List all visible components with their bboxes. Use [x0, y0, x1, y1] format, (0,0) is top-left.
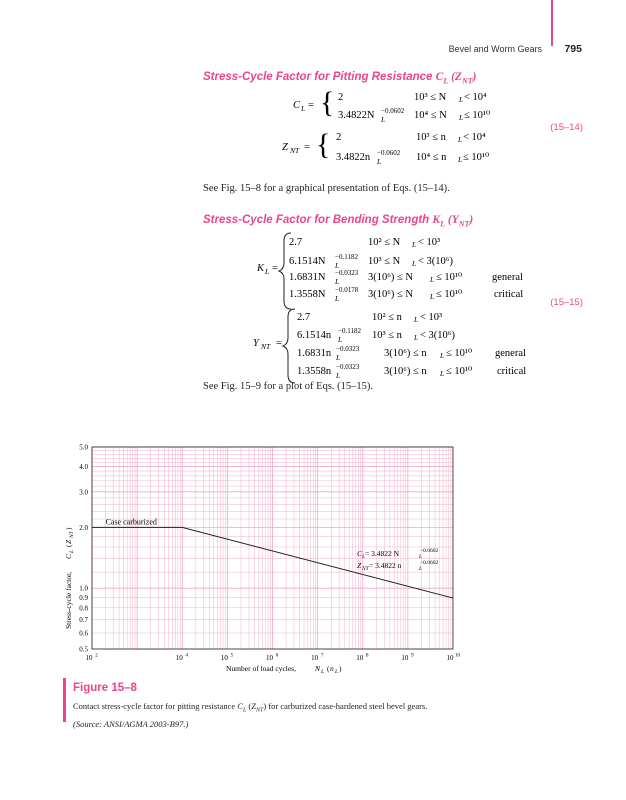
kl-case-3-tag: general [492, 272, 523, 283]
znt-case-1-range: 10³ ≤ n [416, 132, 446, 143]
eq-ref-15-14: (15–14) [550, 122, 583, 133]
page-number: 795 [564, 43, 582, 55]
y-tick-label: 2.0 [79, 523, 88, 532]
y-tick-label: 5.0 [79, 443, 88, 452]
svg-text:Number of load cycles,: Number of load cycles, [226, 664, 296, 673]
kl-lhs: K [257, 263, 265, 274]
znt-case-1-coef: 2 [336, 132, 342, 143]
ynt-case-3-coef: 1.6831n [297, 348, 332, 359]
cl-case-1-coef: 2 [338, 92, 344, 103]
svg-text:L: L [419, 566, 423, 572]
svg-text:=: = [276, 338, 282, 349]
note-fig-15-9: See Fig. 15–9 for a plot of Eqs. (15–15). [203, 381, 374, 392]
ynt-lhs-sub: NT [261, 342, 271, 351]
cl-case-2-range-end: ≤ 10¹⁰ [464, 110, 491, 121]
svg-text:L: L [362, 554, 366, 560]
figure-source: (Source: ANSI/AGMA 2003-B97.) [73, 718, 189, 729]
y-tick-label: 4.0 [79, 463, 88, 472]
svg-text:L: L [321, 669, 325, 675]
svg-text:=: = [272, 263, 278, 274]
svg-text:NT: NT [69, 531, 75, 538]
svg-text:): ) [64, 527, 73, 530]
ynt-case-4-range-end: ≤ 10¹⁰ [446, 366, 473, 377]
svg-text:(: ( [64, 544, 73, 547]
svg-text:L: L [412, 240, 417, 249]
svg-text:L: L [335, 277, 340, 286]
figure-number: Figure 15–8 [73, 682, 137, 694]
znt-lhs-sub: NT [290, 146, 300, 155]
ynt-case-3-range: 3(10⁶) ≤ n [384, 348, 427, 359]
section-title-bending: Stress-Cycle Factor for Bending Strength $K_L$ $(Y_{NT})$ [203, 214, 474, 229]
svg-text:L: L [414, 333, 419, 342]
svg-text:n: n [330, 664, 334, 673]
x-axis-label [226, 664, 342, 675]
ynt-case-2-coef: 6.1514n [297, 330, 332, 341]
znt-case-1-range-end: < 10⁴ [463, 132, 486, 143]
annotation-case-carburized: Case carburized [105, 517, 157, 527]
kl-case-1-coef: 2.7 [289, 237, 303, 248]
x-tick-exp: 5 [230, 653, 234, 659]
x-tick-exp: 2 [95, 653, 98, 659]
znt-case-2-exp: −0.0602 [377, 149, 401, 157]
kl-case-4-range-end: ≤ 10¹⁰ [436, 289, 463, 300]
section-title-pitting: Stress-Cycle Factor for Pitting Resistance $C_L$ $(Z_{NT})$ [203, 71, 477, 86]
x-tick-exp: 6 [275, 653, 279, 659]
ynt-case-3-range-end: ≤ 10¹⁰ [446, 348, 473, 359]
y-axis-label [64, 527, 75, 629]
x-tick-label [401, 654, 414, 663]
chart-grid [92, 447, 453, 649]
figure-caption: Contact stress-cycle factor for pitting resistance $C_L$ $(Z_{NT})$ for carburized case-hardened steel bevel gears. (Source: ANSI/AGMA 2003-B97.) [73, 701, 428, 729]
svg-text:L: L [338, 335, 343, 344]
znt-case-2-coef: 3.4822n [336, 152, 371, 163]
svg-text:L: L [381, 115, 386, 124]
cl-case-2-range: 10⁴ ≤ N [414, 110, 447, 121]
x-tick-exp: 8 [366, 653, 369, 659]
kl-case-4-tag: critical [494, 289, 524, 300]
svg-text:L: L [336, 371, 341, 380]
y-tick-label: 0.6 [79, 629, 88, 638]
ynt-case-4-tag: critical [497, 366, 527, 377]
znt-case-2-range: 10⁴ ≤ n [416, 152, 447, 163]
ynt-case-1-coef: 2.7 [297, 312, 311, 323]
equation-15-15 [0, 225, 626, 385]
ynt-case-4-coef: 1.3558n [297, 366, 332, 377]
x-tick-label [266, 654, 279, 663]
kl-case-2-range-end: < 3(10⁶) [418, 256, 453, 267]
y-tick-label: 0.9 [79, 593, 88, 602]
svg-text:L: L [69, 549, 75, 553]
kl-case-2-exp: −0.1182 [335, 253, 358, 261]
x-tick-label [311, 654, 324, 663]
x-tick-base: 10 [446, 654, 454, 662]
x-tick-base: 10 [175, 654, 183, 662]
kl-case-4-range: 3(10⁶) ≤ N [368, 289, 413, 300]
x-tick-label [86, 654, 99, 663]
x-tick-base: 10 [401, 654, 409, 662]
eq-ref-15-15: (15–15) [550, 297, 583, 308]
ynt-case-2-range-end: < 3(10⁶) [420, 330, 455, 341]
svg-text:L: L [419, 554, 423, 560]
ynt-case-1-range-end: < 10³ [420, 312, 443, 323]
svg-text:): ) [339, 664, 342, 673]
kl-case-3-range-end: ≤ 10¹⁰ [436, 272, 463, 283]
x-tick-base: 10 [311, 654, 319, 662]
x-tick-base: 10 [356, 654, 364, 662]
x-tick-exp: 9 [411, 653, 414, 659]
cl-case-2-coef: 3.4822N [338, 110, 375, 121]
equation-15-14 [0, 0, 626, 200]
svg-text:= 3.4822 n: = 3.4822 n [369, 561, 402, 570]
y-tick-label: 3.0 [79, 488, 88, 497]
svg-text:Z: Z [357, 561, 362, 570]
kl-case-1-range: 10² ≤ N [368, 237, 401, 248]
svg-text:L: L [458, 135, 463, 144]
svg-text:Z: Z [64, 539, 73, 544]
kl-case-2-range: 10³ ≤ N [368, 256, 401, 267]
svg-text:C: C [64, 553, 73, 559]
svg-text:L: L [377, 157, 382, 166]
x-tick-exp: 10 [455, 653, 460, 659]
kl-case-1-range-end: < 10³ [418, 237, 441, 248]
znt-case-2-range-end: ≤ 10¹⁰ [463, 152, 490, 163]
svg-text:L: L [335, 669, 339, 675]
kl-case-4-exp: −0.0178 [335, 286, 359, 294]
ynt-case-2-range: 10³ ≤ n [372, 330, 402, 341]
kl-lhs-sub: L [265, 267, 270, 276]
x-tick-exp: 4 [185, 653, 188, 659]
svg-text:= 3.4822 N: = 3.4822 N [365, 549, 400, 558]
figure-accent-bar [63, 678, 66, 722]
svg-text:L: L [440, 369, 445, 378]
svg-text:L: L [336, 353, 341, 362]
svg-text:L: L [414, 315, 419, 324]
svg-text:(: ( [327, 664, 330, 673]
cl-case-2-exp: −0.0602 [381, 107, 405, 115]
y-tick-label: 1.0 [79, 584, 88, 593]
svg-text:L: L [459, 95, 464, 104]
x-tick-label [447, 654, 461, 663]
svg-text:Stress-cycle factor,: Stress-cycle factor, [64, 571, 73, 629]
x-tick-base: 10 [266, 654, 273, 662]
y-tick-label: 0.8 [79, 604, 88, 613]
kl-case-2-coef: 6.1514N [289, 256, 326, 267]
svg-text:L: L [459, 113, 464, 122]
x-tick-label [176, 654, 189, 663]
cl-lhs: C [293, 100, 301, 111]
x-tick-exp: 7 [320, 653, 324, 659]
svg-text:N: N [315, 664, 321, 673]
x-tick-base: 10 [85, 654, 93, 662]
svg-text:−0.0602: −0.0602 [420, 548, 439, 554]
ynt-lhs: Y [253, 338, 259, 349]
kl-case-4-coef: 1.3558N [289, 289, 326, 300]
znt-lhs: Z [282, 142, 288, 153]
y-tick-label: 0.5 [79, 645, 88, 654]
svg-text:{: { [316, 128, 331, 161]
kl-case-3-coef: 1.6831N [289, 272, 326, 283]
svg-text:NT: NT [362, 566, 369, 572]
kl-case-3-exp: −0.0323 [335, 269, 359, 277]
ynt-case-4-range: 3(10⁶) ≤ n [384, 366, 427, 377]
svg-text:−0.0602: −0.0602 [420, 560, 439, 566]
svg-text:L: L [440, 351, 445, 360]
x-tick-label [221, 654, 234, 663]
svg-text:L: L [430, 275, 435, 284]
svg-text:C: C [357, 549, 363, 558]
cl-lhs-sub: L [301, 104, 306, 113]
ynt-case-3-exp: −0.0323 [336, 345, 360, 353]
brace: { [320, 86, 335, 119]
svg-text:L: L [430, 292, 435, 301]
ynt-case-3-tag: general [495, 348, 526, 359]
ynt-case-2-exp: −0.1182 [338, 327, 361, 335]
svg-text:L: L [335, 294, 340, 303]
svg-text:L: L [412, 259, 417, 268]
x-tick-base: 10 [220, 654, 228, 662]
figure-15-8-chart [0, 430, 626, 680]
svg-text:=: = [304, 142, 310, 153]
kl-case-3-range: 3(10⁶) ≤ N [368, 272, 413, 283]
svg-text:L: L [335, 261, 340, 270]
note-fig-15-8: See Fig. 15–8 for a graphical presentation of Eqs. (15–14). [203, 183, 450, 194]
svg-text:L: L [458, 155, 463, 164]
ynt-case-4-exp: −0.0323 [336, 363, 360, 371]
ynt-case-1-range: 10² ≤ n [372, 312, 402, 323]
cl-case-1-range: 10³ ≤ N [414, 92, 447, 103]
chapter-title: Bevel and Worm Gears [448, 44, 542, 54]
cl-case-1-range-end: < 10⁴ [464, 92, 487, 103]
svg-text:=: = [308, 100, 314, 111]
x-tick-label [356, 654, 369, 663]
y-tick-label: 0.7 [79, 615, 88, 624]
